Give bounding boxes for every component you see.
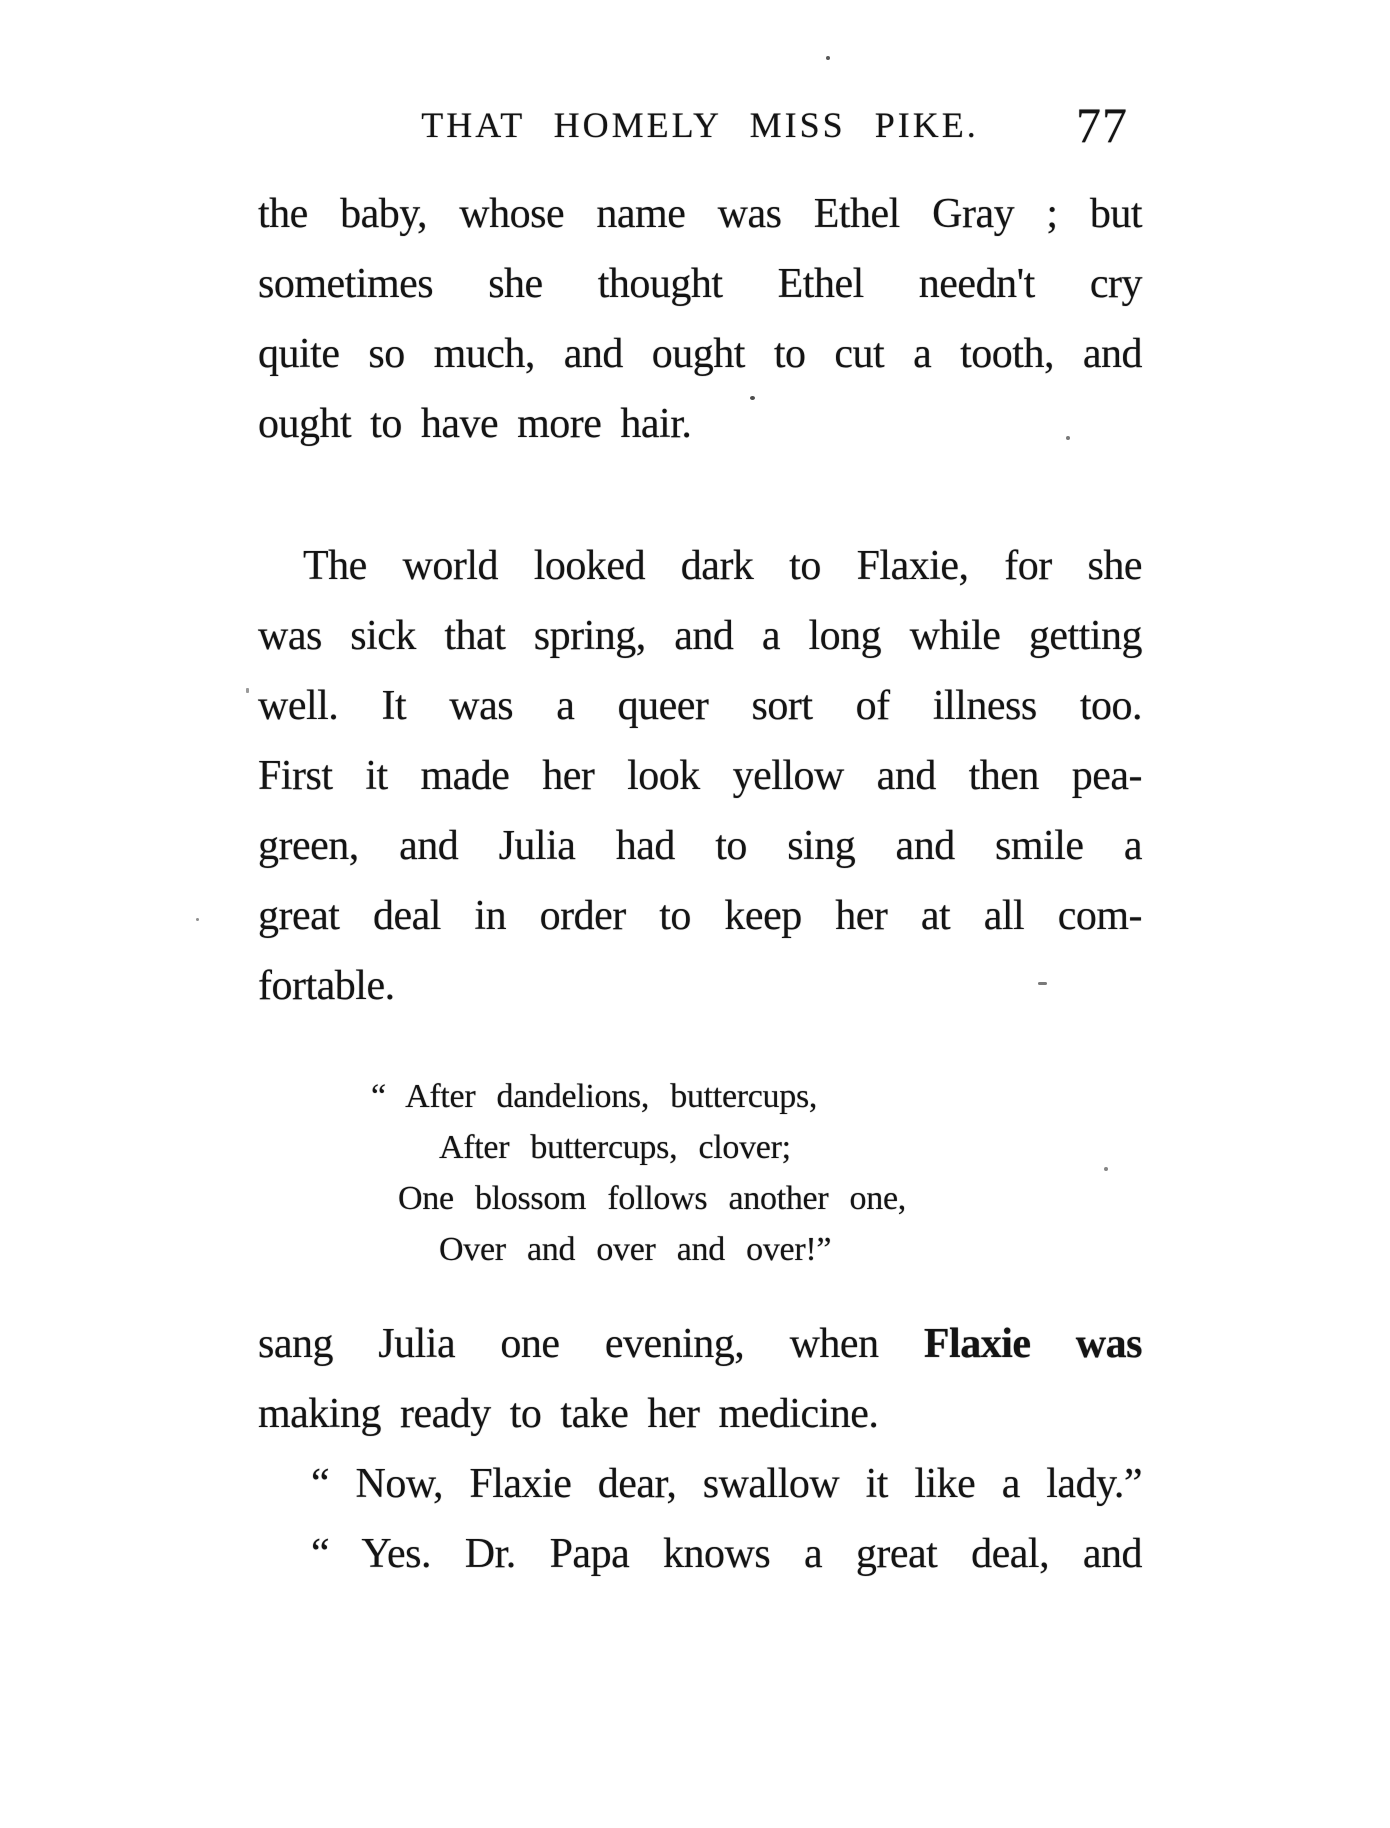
text-segment: sang Julia one evening, when <box>258 1321 924 1367</box>
text-line: was sick that spring, and a long while getting <box>258 613 1142 659</box>
text-line: fortable. <box>258 963 395 1009</box>
text-line: “ Yes. Dr. Papa knows a great deal, and <box>311 1531 1142 1577</box>
text-line: the baby, whose name was Ethel Gray ; but <box>258 191 1142 237</box>
paragraph-3 <box>258 1309 1142 1589</box>
text-line: great deal in order to keep her at all com- <box>258 893 1142 939</box>
text-line: green, and Julia had to sing and smile a <box>258 823 1142 869</box>
verse-block <box>258 1071 1142 1275</box>
paragraph-1 <box>258 179 1142 459</box>
text-line: making ready to take her medicine. <box>258 1391 879 1437</box>
text-segment-bold: Flaxie was <box>923 1321 1142 1367</box>
text-line: First it made her look yellow and then pea- <box>258 753 1142 799</box>
poem-line: Over and over and over!” <box>439 1231 832 1268</box>
text-line <box>258 1309 1142 1379</box>
poem-line: “ After dandelions, buttercups, <box>371 1078 818 1115</box>
text-line: quite so much, and ought to cut a tooth, and <box>258 331 1142 377</box>
running-header-title: THAT HOMELY MISS PIKE. <box>421 105 979 145</box>
scan-speck <box>750 396 755 400</box>
scan-speck <box>246 688 249 693</box>
text-line: “ Now, Flaxie dear, swallow it like a lady.” <box>311 1461 1142 1507</box>
poem-line: One blossom follows another one, <box>398 1180 906 1217</box>
paragraph-2 <box>258 531 1142 1021</box>
page-number: 77 <box>1076 97 1128 153</box>
text-line: well. It was a queer sort of illness too. <box>258 683 1142 729</box>
scan-speck <box>196 918 199 921</box>
text-line: sometimes she thought Ethel needn't cry <box>258 261 1142 307</box>
scan-speck <box>1066 436 1070 440</box>
poem-line: After buttercups, clover; <box>439 1129 791 1166</box>
scan-speck <box>1104 1167 1108 1171</box>
text-line: The world looked dark to Flaxie, for she <box>303 543 1142 589</box>
text-line: ought to have more hair. <box>258 401 692 447</box>
scan-speck <box>826 56 830 60</box>
scan-speck <box>1038 982 1047 985</box>
